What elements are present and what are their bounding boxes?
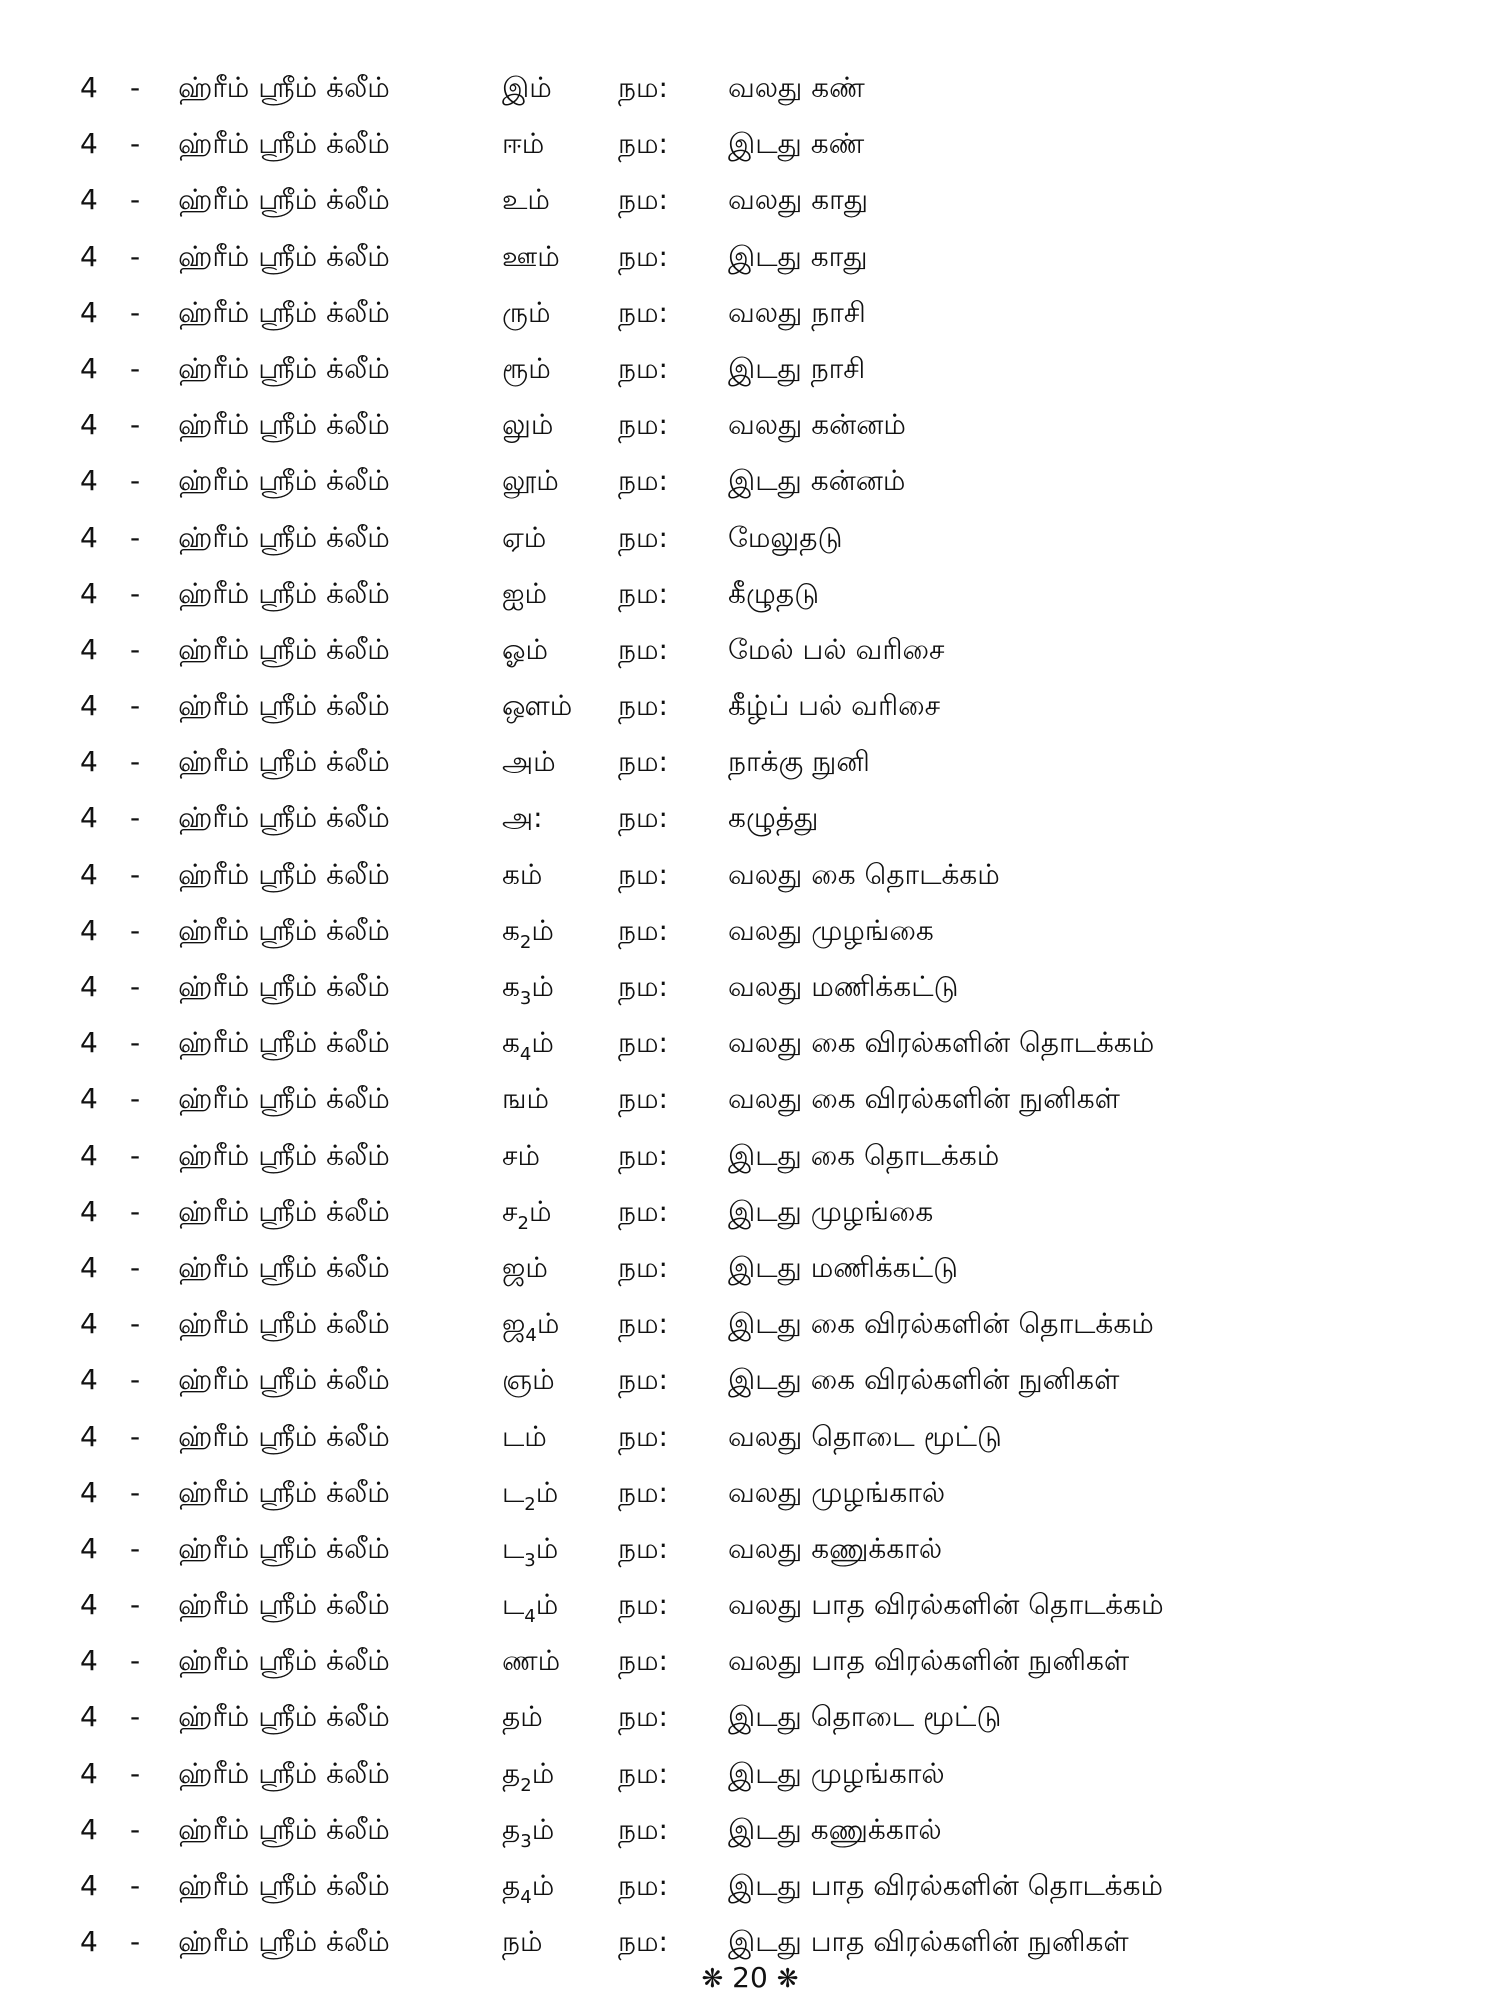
- row-dash: -: [130, 1700, 141, 1734]
- body-part-label: கழுத்து: [728, 801, 819, 835]
- bija-letter-base: ரூம்: [502, 351, 551, 385]
- namah-text: நம:: [618, 1925, 668, 1959]
- bija-letter-base: ஙம்: [502, 1082, 550, 1116]
- mantra-text: ஹ்ரீம் ஸ்ரீம் க்லீம்: [178, 295, 390, 329]
- namah-text: நம:: [618, 239, 668, 273]
- bija-letter: [502, 959, 554, 1015]
- bija-letter: [502, 1521, 558, 1577]
- row-number: 4: [80, 1869, 98, 1902]
- namah-text: நம:: [618, 1194, 668, 1228]
- bija-letter-base: ரும்: [502, 295, 551, 329]
- mantra-text: ஹ்ரீம் ஸ்ரீம் க்லீம்: [178, 1082, 390, 1116]
- row-dash: -: [130, 1869, 141, 1902]
- row-number: 4: [80, 913, 98, 947]
- body-part-label: இடது கை விரல்களின் தொடக்கம்: [728, 1307, 1154, 1341]
- body-part-label: இடது பாத விரல்களின் தொடக்கம்: [728, 1869, 1164, 1902]
- bija-letter-subscript: 2: [517, 1212, 529, 1234]
- namah-text: நம:: [618, 1475, 668, 1509]
- bija-letter-base: ஊம்: [502, 239, 560, 273]
- row-dash: -: [130, 689, 141, 723]
- body-part-label: இடது காது: [728, 239, 868, 273]
- namah-text: நம:: [618, 1250, 668, 1284]
- row-dash: -: [130, 1756, 141, 1790]
- row-number: 4: [80, 1082, 98, 1116]
- bija-letter-tail: ம்: [531, 1812, 555, 1846]
- bija-letter-base: ஈம்: [502, 127, 545, 161]
- body-part-label: இடது தொடை மூட்டு: [728, 1700, 1002, 1734]
- bija-letter-base: ட: [502, 1588, 525, 1622]
- row-number: 4: [80, 1419, 98, 1453]
- row-dash: -: [130, 71, 141, 104]
- list-item: [0, 60, 1500, 116]
- bija-letter-base: த: [502, 1869, 521, 1902]
- bija-letter-subscript: 2: [520, 1774, 532, 1796]
- namah-text: நம:: [618, 1138, 668, 1172]
- mantra-text: ஹ்ரீம் ஸ்ரீம் க்லீம்: [178, 576, 390, 610]
- mantra-text: ஹ்ரீம் ஸ்ரீம் க்லீம்: [178, 1250, 390, 1284]
- body-part-label: மேலுதடு: [728, 520, 843, 554]
- mantra-text: ஹ்ரீம் ஸ்ரீம் க்லீம்: [178, 913, 390, 947]
- body-part-label: இடது கை விரல்களின் நுனிகள்: [728, 1363, 1120, 1397]
- bija-letter: [502, 1633, 560, 1689]
- body-part-label: வலது கன்னம்: [728, 408, 906, 442]
- namah-text: நம:: [618, 520, 668, 554]
- bija-letter-subscript: 3: [520, 1830, 532, 1852]
- bija-letter-base: ஏம்: [502, 520, 547, 554]
- namah-text: நம:: [618, 1812, 668, 1846]
- row-dash: -: [130, 1812, 141, 1846]
- ornament-right-icon: ❋: [776, 1964, 799, 1994]
- mantra-text: ஹ்ரீம் ஸ்ரீம் க்லீம்: [178, 520, 390, 554]
- namah-text: நம:: [618, 1419, 668, 1453]
- bija-letter-base: ஔம்: [502, 689, 573, 723]
- namah-text: நம:: [618, 295, 668, 329]
- bija-letter-tail: ம்: [531, 913, 554, 947]
- list-item: [0, 1184, 1500, 1240]
- row-number: 4: [80, 1475, 98, 1509]
- namah-text: நம:: [618, 1644, 668, 1678]
- bija-letter-base: த: [502, 1812, 521, 1846]
- body-part-label: நாக்கு நுனி: [728, 745, 870, 779]
- row-number: 4: [80, 1756, 98, 1790]
- bija-letter-base: ஜம்: [502, 1250, 548, 1284]
- row-dash: -: [130, 1644, 141, 1678]
- bija-letter: [502, 1465, 558, 1521]
- row-dash: -: [130, 970, 141, 1003]
- row-number: 4: [80, 970, 98, 1003]
- bija-letter-subscript: 3: [519, 988, 532, 1009]
- bija-letter: [502, 678, 572, 734]
- bija-letter: [502, 566, 547, 622]
- bija-letter: [502, 1689, 543, 1745]
- namah-text: நம:: [618, 913, 668, 947]
- mantra-text: ஹ்ரீம் ஸ்ரீம் க்லீம்: [178, 801, 390, 835]
- row-dash: -: [130, 801, 141, 835]
- row-number: 4: [80, 1363, 98, 1397]
- body-part-label: கீழ்ப் பல் வரிசை: [728, 689, 941, 723]
- bija-letter-base: இம்: [502, 71, 552, 104]
- bija-letter-base: கம்: [502, 857, 543, 891]
- mantra-text: ஹ்ரீம் ஸ்ரீம் க்லீம்: [178, 1026, 390, 1060]
- bija-letter-base: ச: [502, 1194, 518, 1228]
- row-number: 4: [80, 1700, 98, 1734]
- mantra-text: ஹ்ரீம் ஸ்ரீம் க்லீம்: [178, 1307, 390, 1341]
- bija-letter-base: ஞம்: [502, 1363, 555, 1397]
- list-item: [0, 622, 1500, 678]
- row-dash: -: [130, 913, 141, 947]
- mantra-text: ஹ்ரீம் ஸ்ரீம் க்லீம்: [178, 1869, 390, 1902]
- mantra-text: ஹ்ரீம் ஸ்ரீம் க்லீம்: [178, 1475, 390, 1509]
- bija-letter-tail: ம்: [531, 1756, 555, 1790]
- namah-text: நம:: [618, 689, 668, 723]
- mantra-text: ஹ்ரீம் ஸ்ரீம் க்லீம்: [178, 970, 390, 1003]
- body-part-label: வலது தொடை மூட்டு: [728, 1419, 1002, 1453]
- bija-letter-tail: ம்: [535, 1588, 559, 1622]
- mantra-text: ஹ்ரீம் ஸ்ரீம் க்லீம்: [178, 857, 390, 891]
- body-part-label: இடது கன்னம்: [728, 464, 906, 498]
- bija-letter: [502, 847, 542, 903]
- list-item: [0, 1352, 1500, 1408]
- bija-letter-subscript: 3: [524, 1549, 536, 1571]
- body-part-label: வலது பாத விரல்களின் தொடக்கம்: [728, 1588, 1164, 1622]
- bija-letter-base: ஜ: [502, 1307, 526, 1341]
- list-item: [0, 1015, 1500, 1071]
- bija-letter-base: அம்: [502, 745, 556, 779]
- bija-letter-subscript: 4: [519, 1044, 532, 1066]
- bija-letter: [502, 734, 556, 790]
- row-dash: -: [130, 1925, 141, 1959]
- bija-letter: [502, 622, 548, 678]
- page-number: 20: [732, 1961, 768, 1994]
- namah-text: நம:: [618, 801, 668, 835]
- row-number: 4: [80, 1026, 98, 1060]
- mantra-text: ஹ்ரீம் ஸ்ரீம் க்லீம்: [178, 351, 390, 385]
- list-item: [0, 1577, 1500, 1633]
- list-item: [0, 1858, 1500, 1914]
- bija-letter: [502, 1858, 554, 1914]
- body-part-label: இடது மணிக்கட்டு: [728, 1250, 958, 1284]
- list-item: [0, 903, 1500, 959]
- list-item: [0, 1409, 1500, 1465]
- bija-letter: [502, 1071, 549, 1127]
- bija-letter: [502, 172, 550, 228]
- body-part-label: வலது கணுக்கால்: [728, 1531, 943, 1565]
- list-item: [0, 453, 1500, 509]
- namah-text: நம:: [618, 464, 668, 498]
- bija-letter: [502, 60, 552, 116]
- list-item: [0, 734, 1500, 790]
- bija-letter: [502, 1296, 559, 1352]
- namah-text: நம:: [618, 1869, 668, 1902]
- mantra-text: ஹ்ரீம் ஸ்ரீம் க்லீம்: [178, 71, 390, 104]
- list-item: [0, 1802, 1500, 1858]
- bija-letter: [502, 790, 543, 846]
- row-dash: -: [130, 1307, 141, 1341]
- list-item: [0, 959, 1500, 1015]
- namah-text: நம:: [618, 632, 668, 666]
- list-item: [0, 566, 1500, 622]
- mantra-text: ஹ்ரீம் ஸ்ரீம் க்லீம்: [178, 1531, 390, 1565]
- row-number: 4: [80, 632, 98, 666]
- namah-text: நம:: [618, 1026, 668, 1060]
- mantra-text: ஹ்ரீம் ஸ்ரீம் க்லீம்: [178, 1644, 390, 1678]
- bija-letter-tail: ம்: [535, 1475, 559, 1509]
- page-footer: [0, 1960, 1500, 1997]
- namah-text: நம:: [618, 1756, 668, 1790]
- row-number: 4: [80, 689, 98, 723]
- list-item: [0, 790, 1500, 846]
- list-item: [0, 1633, 1500, 1689]
- mantra-list: [0, 60, 1500, 1970]
- row-dash: -: [130, 1419, 141, 1453]
- body-part-label: இடது கை தொடக்கம்: [728, 1138, 1000, 1172]
- row-number: 4: [80, 1138, 98, 1172]
- row-number: 4: [80, 295, 98, 329]
- row-number: 4: [80, 1812, 98, 1846]
- namah-text: நம:: [618, 1700, 668, 1734]
- namah-text: நம:: [618, 576, 668, 610]
- row-dash: -: [130, 1475, 141, 1509]
- row-dash: -: [130, 408, 141, 442]
- bija-letter-base: க: [502, 970, 520, 1003]
- row-dash: -: [130, 1363, 141, 1397]
- body-part-label: வலது காது: [728, 183, 869, 217]
- list-item: [0, 847, 1500, 903]
- list-item: [0, 229, 1500, 285]
- row-dash: -: [130, 1026, 141, 1060]
- list-item: [0, 285, 1500, 341]
- bija-letter-base: டம்: [502, 1419, 547, 1453]
- namah-text: நம:: [618, 183, 668, 217]
- bija-letter: [502, 116, 544, 172]
- list-item: [0, 1240, 1500, 1296]
- namah-text: நம:: [618, 71, 668, 104]
- row-dash: -: [130, 1138, 141, 1172]
- mantra-text: ஹ்ரீம் ஸ்ரீம் க்லீம்: [178, 408, 390, 442]
- row-dash: -: [130, 127, 141, 161]
- body-part-label: வலது மணிக்கட்டு: [728, 970, 959, 1003]
- body-part-label: வலது கை தொடக்கம்: [728, 857, 1000, 891]
- bija-letter: [502, 1746, 554, 1802]
- body-part-label: இடது முழங்கை: [728, 1194, 934, 1228]
- row-number: 4: [80, 520, 98, 554]
- namah-text: நம:: [618, 745, 668, 779]
- bija-letter: [502, 1128, 540, 1184]
- mantra-text: ஹ்ரீம் ஸ்ரீம் க்லீம்: [178, 1812, 390, 1846]
- row-dash: -: [130, 857, 141, 891]
- bija-letter: [502, 903, 554, 959]
- bija-letter-subscript: 4: [525, 1325, 537, 1347]
- list-item: [0, 1128, 1500, 1184]
- bija-letter-base: லூம்: [502, 464, 559, 498]
- row-number: 4: [80, 183, 98, 217]
- bija-letter-base: தம்: [502, 1700, 543, 1734]
- bija-letter-base: ட: [502, 1475, 525, 1509]
- bija-letter-base: த: [502, 1756, 521, 1790]
- mantra-text: ஹ்ரீம் ஸ்ரீம் க்லீம்: [178, 183, 390, 217]
- body-part-label: வலது கண்: [728, 71, 865, 104]
- list-item: [0, 1746, 1500, 1802]
- namah-text: நம:: [618, 1082, 668, 1116]
- row-number: 4: [80, 1194, 98, 1228]
- row-dash: -: [130, 295, 141, 329]
- bija-letter: [502, 1240, 548, 1296]
- bija-letter-base: லும்: [502, 408, 554, 442]
- bija-letter-base: சம்: [502, 1138, 541, 1172]
- row-dash: -: [130, 1531, 141, 1565]
- list-item: [0, 1465, 1500, 1521]
- row-number: 4: [80, 857, 98, 891]
- bija-letter: [502, 1802, 554, 1858]
- body-part-label: வலது நாசி: [728, 295, 866, 329]
- row-dash: -: [130, 520, 141, 554]
- row-number: 4: [80, 408, 98, 442]
- row-number: 4: [80, 1250, 98, 1284]
- bija-letter-tail: ம்: [531, 1869, 555, 1902]
- body-part-label: வலது கை விரல்களின் தொடக்கம்: [728, 1026, 1155, 1060]
- row-number: 4: [80, 1644, 98, 1678]
- mantra-text: ஹ்ரீம் ஸ்ரீம் க்லீம்: [178, 1363, 390, 1397]
- row-number: 4: [80, 1307, 98, 1341]
- list-item: [0, 1521, 1500, 1577]
- namah-text: நம:: [618, 857, 668, 891]
- bija-letter-base: நம்: [502, 1925, 543, 1959]
- row-number: 4: [80, 71, 98, 104]
- bija-letter: [502, 510, 546, 566]
- row-number: 4: [80, 1588, 98, 1622]
- bija-letter: [502, 341, 551, 397]
- mantra-text: ஹ்ரீம் ஸ்ரீம் க்லீம்: [178, 1588, 390, 1622]
- bija-letter: [502, 453, 559, 509]
- bija-letter-base: ட: [502, 1531, 525, 1565]
- namah-text: நம:: [618, 1307, 668, 1341]
- row-number: 4: [80, 801, 98, 835]
- bija-letter-base: க: [502, 1026, 520, 1060]
- row-number: 4: [80, 1925, 98, 1959]
- row-number: 4: [80, 576, 98, 610]
- bija-letter-subscript: 2: [524, 1493, 536, 1515]
- body-part-label: இடது நாசி: [728, 351, 866, 385]
- row-dash: -: [130, 1082, 141, 1116]
- body-part-label: மேல் பல் வரிசை: [728, 632, 945, 666]
- mantra-text: ஹ்ரீம் ஸ்ரீம் க்லீம்: [178, 1700, 390, 1734]
- mantra-text: ஹ்ரீம் ஸ்ரீம் க்லீம்: [178, 464, 390, 498]
- row-number: 4: [80, 351, 98, 385]
- namah-text: நம:: [618, 408, 668, 442]
- body-part-label: வலது முழங்கால்: [728, 1475, 946, 1509]
- namah-text: நம:: [618, 970, 668, 1003]
- bija-letter-base: க: [502, 913, 520, 947]
- mantra-text: ஹ்ரீம் ஸ்ரீம் க்லீம்: [178, 745, 390, 779]
- ornament-left-icon: ❋: [701, 1964, 724, 1994]
- bija-letter: [502, 1577, 558, 1633]
- list-item: [0, 678, 1500, 734]
- list-item: [0, 510, 1500, 566]
- row-number: 4: [80, 127, 98, 161]
- bija-letter: [502, 1409, 547, 1465]
- bija-letter-base: அ:: [502, 801, 543, 835]
- list-item: [0, 1689, 1500, 1745]
- bija-letter-subscript: 4: [520, 1887, 532, 1908]
- bija-letter-subscript: 4: [524, 1606, 536, 1628]
- body-part-label: இடது முழங்கால்: [728, 1756, 945, 1790]
- bija-letter: [502, 285, 550, 341]
- bija-letter-tail: ம்: [531, 1026, 554, 1060]
- bija-letter: [502, 1352, 555, 1408]
- list-item: [0, 397, 1500, 453]
- body-part-label: வலது பாத விரல்களின் நுனிகள்: [728, 1644, 1130, 1678]
- list-item: [0, 1296, 1500, 1352]
- body-part-label: இடது கணுக்கால்: [728, 1812, 942, 1846]
- namah-text: நம:: [618, 127, 668, 161]
- row-number: 4: [80, 464, 98, 498]
- row-number: 4: [80, 1531, 98, 1565]
- mantra-text: ஹ்ரீம் ஸ்ரீம் க்லீம்: [178, 1925, 390, 1959]
- bija-letter-base: ஐம்: [502, 576, 548, 610]
- row-dash: -: [130, 745, 141, 779]
- mantra-text: ஹ்ரீம் ஸ்ரீம் க்லீம்: [178, 239, 390, 273]
- list-item: [0, 1071, 1500, 1127]
- body-part-label: வலது முழங்கை: [728, 913, 934, 947]
- mantra-text: ஹ்ரீம் ஸ்ரீம் க்லீம்: [178, 1194, 390, 1228]
- mantra-text: ஹ்ரீம் ஸ்ரீம் க்லீம்: [178, 689, 390, 723]
- bija-letter-base: உம்: [502, 183, 550, 217]
- list-item: [0, 172, 1500, 228]
- row-dash: -: [130, 351, 141, 385]
- body-part-label: வலது கை விரல்களின் நுனிகள்: [728, 1082, 1120, 1116]
- body-part-label: இடது கண்: [728, 127, 865, 161]
- namah-text: நம:: [618, 1363, 668, 1397]
- row-dash: -: [130, 1588, 141, 1622]
- row-dash: -: [130, 183, 141, 217]
- row-dash: -: [130, 1250, 141, 1284]
- row-dash: -: [130, 576, 141, 610]
- bija-letter-tail: ம்: [531, 970, 554, 1003]
- body-part-label: கீழுதடு: [728, 576, 820, 610]
- bija-letter-subscript: 2: [519, 931, 532, 953]
- bija-letter-tail: ம்: [535, 1531, 559, 1565]
- row-number: 4: [80, 745, 98, 779]
- namah-text: நம:: [618, 1588, 668, 1622]
- bija-letter-tail: ம்: [536, 1307, 560, 1341]
- bija-letter: [502, 229, 560, 285]
- row-dash: -: [130, 239, 141, 273]
- bija-letter-base: ஓம்: [502, 632, 549, 666]
- list-item: [0, 116, 1500, 172]
- mantra-text: ஹ்ரீம் ஸ்ரீம் க்லீம்: [178, 1419, 390, 1453]
- mantra-text: ஹ்ரீம் ஸ்ரீம் க்லீம்: [178, 1756, 390, 1790]
- bija-letter: [502, 397, 553, 453]
- row-dash: -: [130, 1194, 141, 1228]
- mantra-text: ஹ்ரீம் ஸ்ரீம் க்லீம்: [178, 632, 390, 666]
- bija-letter: [502, 1184, 552, 1240]
- bija-letter-tail: ம்: [528, 1194, 552, 1228]
- bija-letter: [502, 1015, 554, 1071]
- namah-text: நம:: [618, 1531, 668, 1565]
- mantra-text: ஹ்ரீம் ஸ்ரீம் க்லீம்: [178, 1138, 390, 1172]
- mantra-text: ஹ்ரீம் ஸ்ரீம் க்லீம்: [178, 127, 390, 161]
- namah-text: நம:: [618, 351, 668, 385]
- body-part-label: இடது பாத விரல்களின் நுனிகள்: [728, 1925, 1129, 1959]
- bija-letter-base: ணம்: [502, 1644, 561, 1678]
- row-dash: -: [130, 464, 141, 498]
- row-number: 4: [80, 239, 98, 273]
- row-dash: -: [130, 632, 141, 666]
- list-item: [0, 341, 1500, 397]
